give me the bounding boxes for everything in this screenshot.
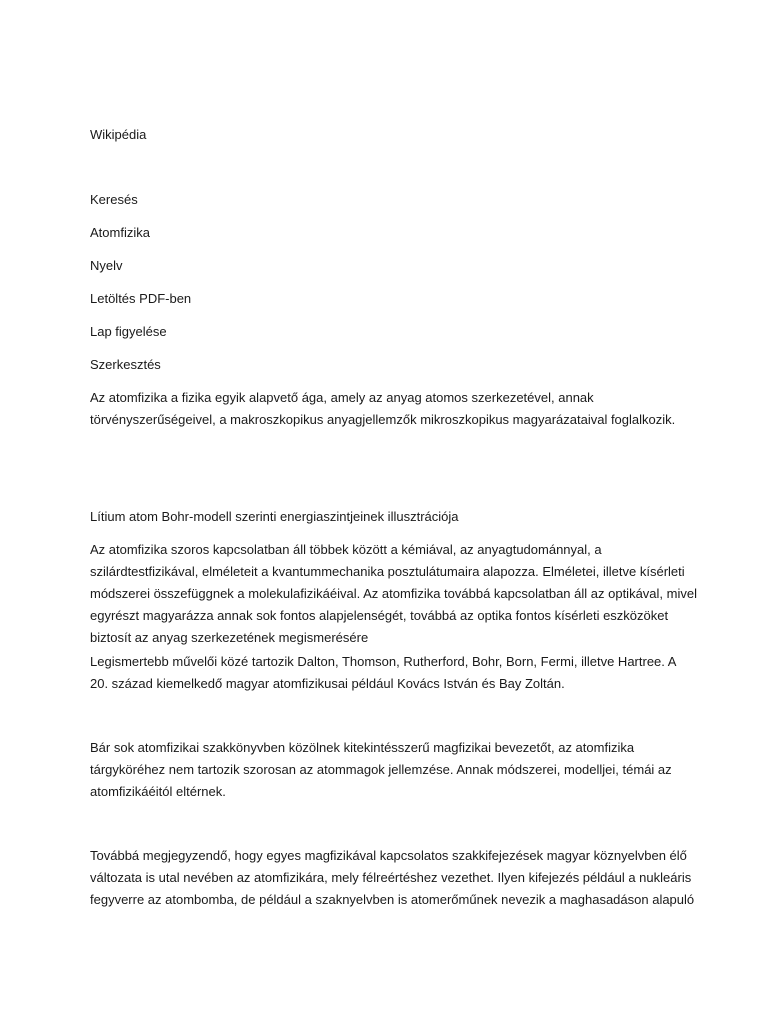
text-line: Továbbá megjegyzendő, hogy egyes magfizikával kapcsolatos szakkifejezések magyar köznyelvben élő [90, 848, 687, 863]
menu-item-search[interactable]: Keresés [90, 192, 138, 207]
relations-paragraph [90, 539, 697, 649]
text-line: módszerei összefüggnek a molekulafizikáéival. Az atomfizika továbbá kapcsolatban áll az optikával, mivel [90, 586, 697, 601]
text-line: atomfizikáéitól eltérnek. [90, 784, 226, 799]
menu-item-language[interactable]: Nyelv [90, 258, 123, 273]
menu-item-edit[interactable]: Szerkesztés [90, 357, 161, 372]
text-line: változata is utal nevében az atomfizikára, mely félreértéshez vezethet. Ilyen kifejezés például a nukleáris [90, 870, 692, 885]
text-line: biztosít az anyag szerkezetének megismerésére [90, 630, 369, 645]
menu-item-watch-page[interactable]: Lap figyelése [90, 324, 167, 339]
text-line: 20. század kiemelkedő magyar atomfizikusai például Kovács István és Bay Zoltán. [90, 676, 565, 691]
text-line: fegyverre az atombomba, de például a szaknyelvben is atomerőműnek nevezik a maghasadáson alapuló [90, 892, 695, 907]
text-line: egyrészt magyarázza annak sok fontos alapjelenségét, továbbá az optika fontos kísérleti eszközöket [90, 608, 669, 623]
text-line: Bár sok atomfizikai szakkönyvben közölnek kitekintésszerű magfizikai bevezetőt, az atomfizika [90, 740, 635, 755]
people-paragraph [90, 651, 690, 695]
menu-item-download-pdf[interactable]: Letöltés PDF-ben [90, 291, 192, 306]
text-line: Legismertebb művelői közé tartozik Dalton, Thomson, Rutherford, Bohr, Born, Fermi, illetve Hartree. A [90, 654, 677, 669]
terminology-paragraph [90, 845, 695, 911]
text-line: Az atomfizika szoros kapcsolatban áll többek között a kémiával, az anyagtudománnyal, a [90, 542, 602, 557]
text-line: Az atomfizika a fizika egyik alapvető ága, amely az anyag atomos szerkezetével, annak [90, 390, 594, 405]
nuclear-paragraph [90, 737, 690, 803]
menu-item-article-title: Atomfizika [90, 225, 150, 240]
text-line: tárgyköréhez nem tartozik szorosan az atommagok jellemzése. Annak módszerei, modelljei, témái az [90, 762, 672, 777]
text-line: szilárdtestfizikával, elméleteit a kvantummechanika posztulátumaira alapozza. Elméletei, illetve kísérleti [90, 564, 685, 579]
text-line: törvényszerűségeivel, a makroszkopikus anyagjellemzők mikroszkopikus magyarázataival foglalkozik. [90, 412, 676, 427]
intro-paragraph [90, 387, 690, 431]
site-name[interactable]: Wikipédia [90, 127, 147, 142]
image-caption: Lítium atom Bohr-modell szerinti energiaszintjeinek illusztrációja [90, 509, 459, 524]
